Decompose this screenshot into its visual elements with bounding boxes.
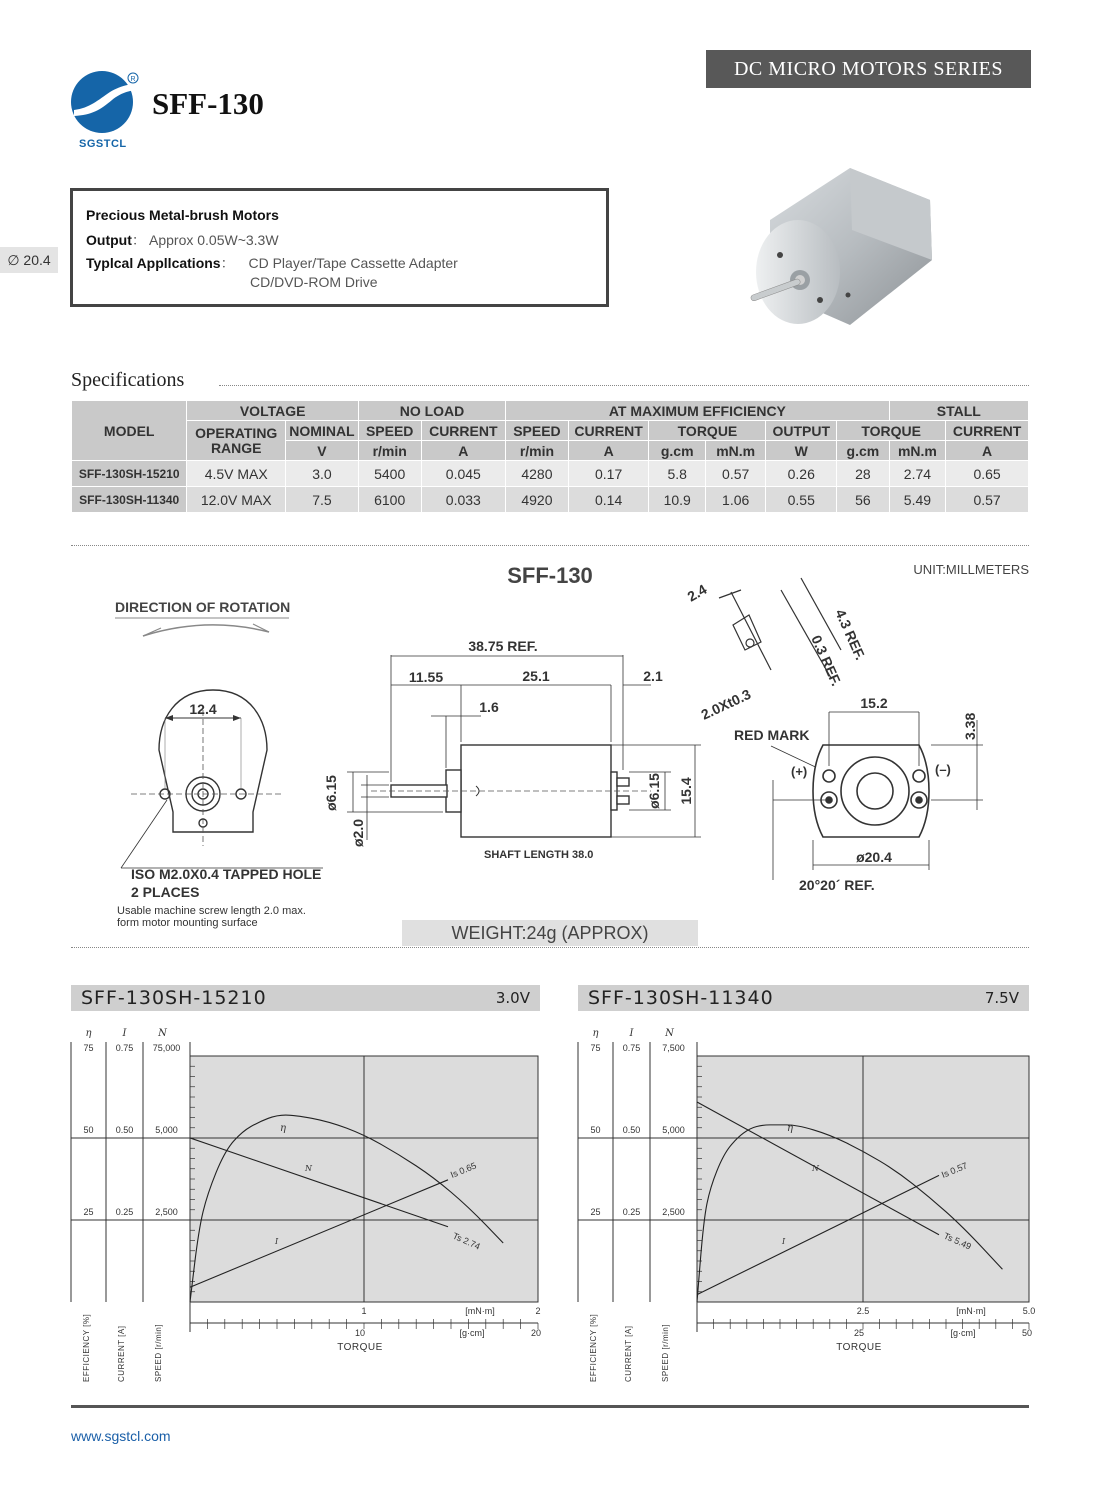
series-label: I bbox=[782, 1237, 786, 1246]
axis-tick-label: 0.25 bbox=[115, 1207, 134, 1217]
cell: 28 bbox=[837, 461, 890, 487]
series-label: Is 0.57 bbox=[940, 1160, 969, 1180]
dim-0-3: 0.3 REF. bbox=[808, 632, 845, 689]
axis-title: CURRENT [A] bbox=[117, 1325, 126, 1382]
cell: 0.033 bbox=[421, 487, 506, 513]
cell: 0.65 bbox=[946, 461, 1029, 487]
cell: 0.14 bbox=[568, 487, 649, 513]
u-w: W bbox=[766, 441, 837, 461]
section-divider bbox=[71, 947, 1029, 948]
th-model: MODEL bbox=[72, 401, 187, 461]
cell: 10.9 bbox=[649, 487, 705, 513]
model-title: SFF-130 bbox=[152, 86, 264, 121]
info-line-1: Precious Metal-brush Motors bbox=[86, 207, 279, 223]
axis-tick-label: 75 bbox=[83, 1043, 94, 1053]
dim-3-38: 3.38 bbox=[962, 712, 978, 740]
section-divider bbox=[71, 545, 1029, 546]
axis-symbol: I bbox=[629, 1028, 634, 1039]
axis-symbol: N bbox=[665, 1028, 674, 1039]
dim-2x0-3: 2.0Xt0.3 bbox=[698, 685, 754, 723]
axis-title: SPEED [r/min] bbox=[154, 1323, 163, 1382]
note-2: form motor mounting surface bbox=[117, 917, 258, 929]
series-label: Ts 5.49 bbox=[942, 1230, 973, 1252]
x-tick-label: 1 bbox=[361, 1306, 367, 1316]
x-tick-label: 2 bbox=[535, 1306, 541, 1316]
u-mnm: mN.m bbox=[705, 441, 765, 461]
axis-tick-label: 50 bbox=[83, 1125, 94, 1135]
axis-symbol: I bbox=[122, 1028, 127, 1039]
th-me-speed: SPEED bbox=[506, 421, 569, 441]
u-a: A bbox=[946, 441, 1029, 461]
axis-title: CURRENT [A] bbox=[624, 1325, 633, 1382]
axis-tick-label: 5,000 bbox=[662, 1125, 685, 1135]
x-tick-label: 2.5 bbox=[856, 1306, 870, 1316]
axis-title: EFFICIENCY [%] bbox=[82, 1313, 91, 1382]
spec-title: Specifications bbox=[71, 369, 185, 391]
cell: 0.17 bbox=[568, 461, 649, 487]
technical-drawing bbox=[71, 550, 1029, 945]
iso-hole-label: ISO M2.0X0.4 TAPPED HOLE bbox=[131, 866, 322, 882]
axis-symbol: η bbox=[85, 1028, 92, 1039]
axis-tick-label: 0.75 bbox=[115, 1043, 134, 1053]
note-1: Usable machine screw length 2.0 max. bbox=[117, 905, 306, 917]
dim-20-4: ø20.4 bbox=[856, 849, 892, 865]
info-apps: Typlcal Appllcations： CD Player/Tape Cassette Adapter bbox=[86, 255, 458, 271]
rotation-label: DIRECTION OF ROTATION bbox=[115, 599, 291, 615]
x-tick-label: 5.0 bbox=[1022, 1306, 1035, 1316]
dim-2-1: 2.1 bbox=[643, 668, 663, 684]
series-banner: DC MICRO MOTORS SERIES bbox=[706, 50, 1031, 88]
th-operating: OPERATING RANGE bbox=[187, 421, 286, 461]
axis-tick-label: 0.75 bbox=[622, 1043, 641, 1053]
unit-label: UNIT:MILLMETERS bbox=[913, 562, 1029, 577]
chart-2-voltage: 7.5V bbox=[984, 989, 1019, 1007]
axis-tick-label: 25 bbox=[590, 1207, 601, 1217]
x-unit-label: [g·cm] bbox=[950, 1328, 976, 1338]
axis-tick-label: 75,000 bbox=[152, 1043, 181, 1053]
dim-15-4: 15.4 bbox=[678, 777, 694, 805]
axis-tick-label: 2,500 bbox=[662, 1207, 685, 1217]
cell: 2.74 bbox=[889, 461, 946, 487]
series-label: I bbox=[275, 1237, 279, 1246]
u-a: A bbox=[421, 441, 506, 461]
axis-symbol: N bbox=[158, 1028, 167, 1039]
axis-tick-label: 0.25 bbox=[622, 1207, 641, 1217]
axis-tick-label: 2,500 bbox=[155, 1207, 178, 1217]
x-tick-label: 20 bbox=[530, 1328, 542, 1338]
x-tick-label: 50 bbox=[1021, 1328, 1033, 1338]
axis-tick-label: 0.50 bbox=[115, 1125, 134, 1135]
cell: 0.57 bbox=[705, 461, 765, 487]
series-label: N bbox=[812, 1164, 819, 1173]
dim-38-75: 38.75 REF. bbox=[468, 638, 538, 654]
dim-2-0: ø2.0 bbox=[350, 818, 366, 848]
spec-divider bbox=[219, 385, 1029, 386]
footer-url-link[interactable]: www.sgstcl.com bbox=[71, 1428, 171, 1444]
axis-tick-label: 5,000 bbox=[155, 1125, 178, 1135]
rotation-arrow-icon bbox=[143, 625, 269, 636]
dim-25-1: 25.1 bbox=[522, 668, 550, 684]
brand-name: SGSTCL bbox=[79, 138, 127, 150]
dim-6-15-b: ø6.15 bbox=[646, 773, 662, 809]
svg-text:R: R bbox=[130, 76, 136, 83]
cell: 0.045 bbox=[421, 461, 506, 487]
cell: 56 bbox=[837, 487, 890, 513]
u-a: A bbox=[568, 441, 649, 461]
th-me-output: OUTPUT bbox=[766, 421, 837, 441]
performance-chart-2 bbox=[573, 1024, 1035, 1389]
dim-4-3: 4.3 REF. bbox=[832, 606, 869, 663]
cell: SFF-130SH-15210 bbox=[72, 461, 187, 487]
series-label: Ts 2.74 bbox=[451, 1230, 482, 1252]
cell: 12.0V MAX bbox=[187, 487, 286, 513]
axis-tick-label: 50 bbox=[590, 1125, 601, 1135]
axis-title: SPEED [r/min] bbox=[661, 1323, 670, 1382]
cell: 3.0 bbox=[286, 461, 359, 487]
dim-11-55: 11.55 bbox=[408, 669, 444, 685]
table-row bbox=[72, 487, 1029, 513]
th-st-current: CURRENT bbox=[946, 421, 1029, 441]
x-unit-label: [mN·m] bbox=[956, 1306, 986, 1316]
weight-banner: WEIGHT:24g (APPROX) bbox=[402, 920, 698, 946]
angle-label: 20°20´ REF. bbox=[799, 877, 875, 893]
cell: 0.57 bbox=[946, 487, 1029, 513]
diameter-tab[interactable]: ∅ 20.4 bbox=[0, 247, 58, 273]
th-stall: STALL bbox=[889, 401, 1028, 421]
cell: 4920 bbox=[506, 487, 569, 513]
u-rmin: r/min bbox=[506, 441, 569, 461]
dim-12-4: 12.4 bbox=[189, 701, 217, 717]
series-label: η bbox=[280, 1123, 286, 1134]
x-axis-title: TORQUE bbox=[337, 1342, 383, 1353]
th-st-torque: TORQUE bbox=[837, 421, 946, 441]
series-label: η bbox=[787, 1123, 793, 1134]
axis-symbol: η bbox=[592, 1028, 599, 1039]
info-app-2: CD/DVD-ROM Drive bbox=[250, 274, 378, 290]
u-gcm: g.cm bbox=[649, 441, 705, 461]
cell: SFF-130SH-11340 bbox=[72, 487, 187, 513]
cell: 7.5 bbox=[286, 487, 359, 513]
performance-chart-1 bbox=[66, 1024, 546, 1389]
cell: 5.49 bbox=[889, 487, 946, 513]
axis-title: EFFICIENCY [%] bbox=[589, 1313, 598, 1382]
red-mark-label: RED MARK bbox=[734, 727, 810, 743]
shaft-length-label: SHAFT LENGTH 38.0 bbox=[484, 849, 594, 861]
dim-2-4: 2.4 bbox=[684, 581, 710, 605]
chart-1-title: SFF-130SH-15210 bbox=[81, 987, 267, 1009]
dim-6-15-a: ø6.15 bbox=[323, 775, 339, 811]
th-noload: NO LOAD bbox=[358, 401, 505, 421]
spec-table bbox=[71, 400, 1029, 513]
th-nominal: NOMINAL bbox=[286, 421, 359, 441]
cell: 4280 bbox=[506, 461, 569, 487]
x-tick-label: 25 bbox=[853, 1328, 865, 1338]
dim-1-6: 1.6 bbox=[479, 699, 499, 715]
x-unit-label: [g·cm] bbox=[459, 1328, 485, 1338]
th-me-torque: TORQUE bbox=[649, 421, 766, 441]
th-voltage: VOLTAGE bbox=[187, 401, 358, 421]
cell: 4.5V MAX bbox=[187, 461, 286, 487]
x-tick-label: 10 bbox=[354, 1328, 366, 1338]
axis-tick-label: 0.50 bbox=[622, 1125, 641, 1135]
chart-2-title: SFF-130SH-11340 bbox=[588, 987, 774, 1009]
minus-terminal: (–) bbox=[935, 762, 951, 777]
th-maxeff: AT MAXIMUM EFFICIENCY bbox=[506, 401, 890, 421]
th-nl-current: CURRENT bbox=[421, 421, 506, 441]
u-rmin: r/min bbox=[358, 441, 421, 461]
th-me-current: CURRENT bbox=[568, 421, 649, 441]
dim-15-2: 15.2 bbox=[860, 695, 888, 711]
cell: 6100 bbox=[358, 487, 421, 513]
chart-1-header bbox=[71, 985, 540, 1011]
cell: 5.8 bbox=[649, 461, 705, 487]
series-label: N bbox=[305, 1164, 312, 1173]
info-box bbox=[70, 188, 609, 307]
axis-tick-label: 25 bbox=[83, 1207, 94, 1217]
footer-rule bbox=[71, 1405, 1029, 1408]
cell: 0.55 bbox=[766, 487, 837, 513]
plus-terminal: (+) bbox=[791, 764, 808, 779]
chart-1-voltage: 3.0V bbox=[495, 989, 530, 1007]
axis-tick-label: 7,500 bbox=[662, 1043, 685, 1053]
info-output: Output： Approx 0.05W~3.3W bbox=[86, 232, 279, 248]
drawing-title: SFF-130 bbox=[507, 563, 593, 588]
motor-product-image bbox=[740, 160, 940, 335]
cell: 5400 bbox=[358, 461, 421, 487]
sgstcl-logo-icon bbox=[70, 70, 140, 136]
cell: 1.06 bbox=[705, 487, 765, 513]
x-unit-label: [mN·m] bbox=[465, 1306, 495, 1316]
table-row bbox=[72, 461, 1029, 487]
axis-tick-label: 75 bbox=[590, 1043, 601, 1053]
x-axis-title: TORQUE bbox=[836, 1342, 882, 1353]
cell: 0.26 bbox=[766, 461, 837, 487]
places-label: 2 PLACES bbox=[131, 884, 200, 900]
series-label: Is 0.65 bbox=[449, 1160, 478, 1180]
u-mnm: mN.m bbox=[889, 441, 946, 461]
u-gcm: g.cm bbox=[837, 441, 890, 461]
chart-2-header bbox=[578, 985, 1029, 1011]
u-v: V bbox=[286, 441, 359, 461]
th-nl-speed: SPEED bbox=[358, 421, 421, 441]
